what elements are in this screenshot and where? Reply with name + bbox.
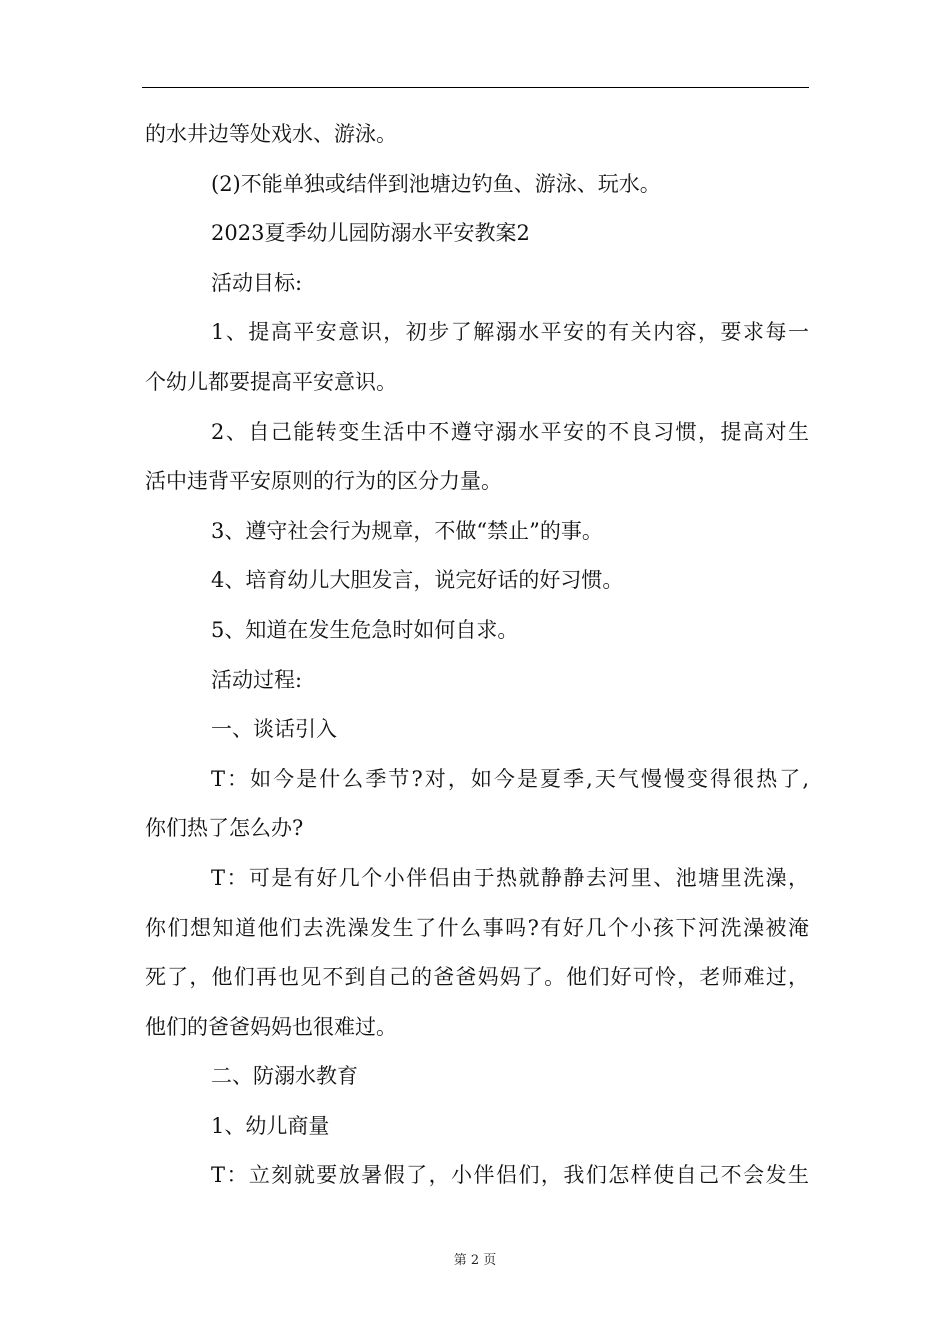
text-line: 个幼儿都要提高平安意识。 bbox=[145, 369, 397, 394]
text-line: T：可是有好几个小伴侣由于热就静静去河里、池塘里洗澡， bbox=[211, 865, 809, 890]
text-line: T：如今是什么季节?对，如今是夏季,天气慢慢变得很热了, bbox=[211, 766, 809, 791]
heading-activity-process: 活动过程: bbox=[211, 667, 303, 692]
text-line: 1、提高平安意识，初步了解溺水平安的有关内容，要求每一 bbox=[211, 320, 809, 345]
page-number: 第 2 页 bbox=[453, 1253, 497, 1268]
text-line: 你们热了怎么办? bbox=[145, 816, 304, 841]
text-line: 2、自己能转变生活中不遵守溺水平安的不良习惯，提高对生 bbox=[211, 419, 809, 444]
text-line: 死了，他们再也见不到自己的爸爸妈妈了。他们好可怜，老师难过， bbox=[145, 965, 809, 990]
text-line: 你们想知道他们去洗澡发生了什么事吗?有好几个小孩下河洗澡被淹 bbox=[145, 915, 809, 940]
header-rule bbox=[142, 87, 809, 88]
text-line: 4、培育幼儿大胆发言，说完好话的好习惯。 bbox=[211, 568, 624, 593]
heading-activity-goals: 活动目标: bbox=[211, 270, 303, 295]
heading-drowning-education: 二、防溺水教育 bbox=[211, 1064, 358, 1089]
heading-child-discussion: 1、幼儿商量 bbox=[211, 1113, 330, 1138]
text-line: 的水井边等处戏水、游泳。 bbox=[145, 122, 397, 146]
heading-conversation-intro: 一、谈话引入 bbox=[211, 717, 337, 742]
document-body bbox=[145, 110, 809, 1201]
section-title: 2023夏季幼儿园防溺水平安教案2 bbox=[211, 221, 530, 246]
text-line: (2)不能单独或结伴到池塘边钓鱼、游泳、玩水。 bbox=[211, 171, 661, 196]
text-line: 3、遵守社会行为规章，不做“禁止”的事。 bbox=[211, 518, 603, 543]
text-line: 他们的爸爸妈妈也很难过。 bbox=[145, 1014, 397, 1039]
text-line: T：立刻就要放暑假了，小伴侣们，我们怎样使自己不会发生 bbox=[211, 1163, 809, 1188]
text-line: 活中违背平安原则的行为的区分力量。 bbox=[145, 469, 502, 494]
text-line: 5、知道在发生危急时如何自求。 bbox=[211, 617, 519, 642]
